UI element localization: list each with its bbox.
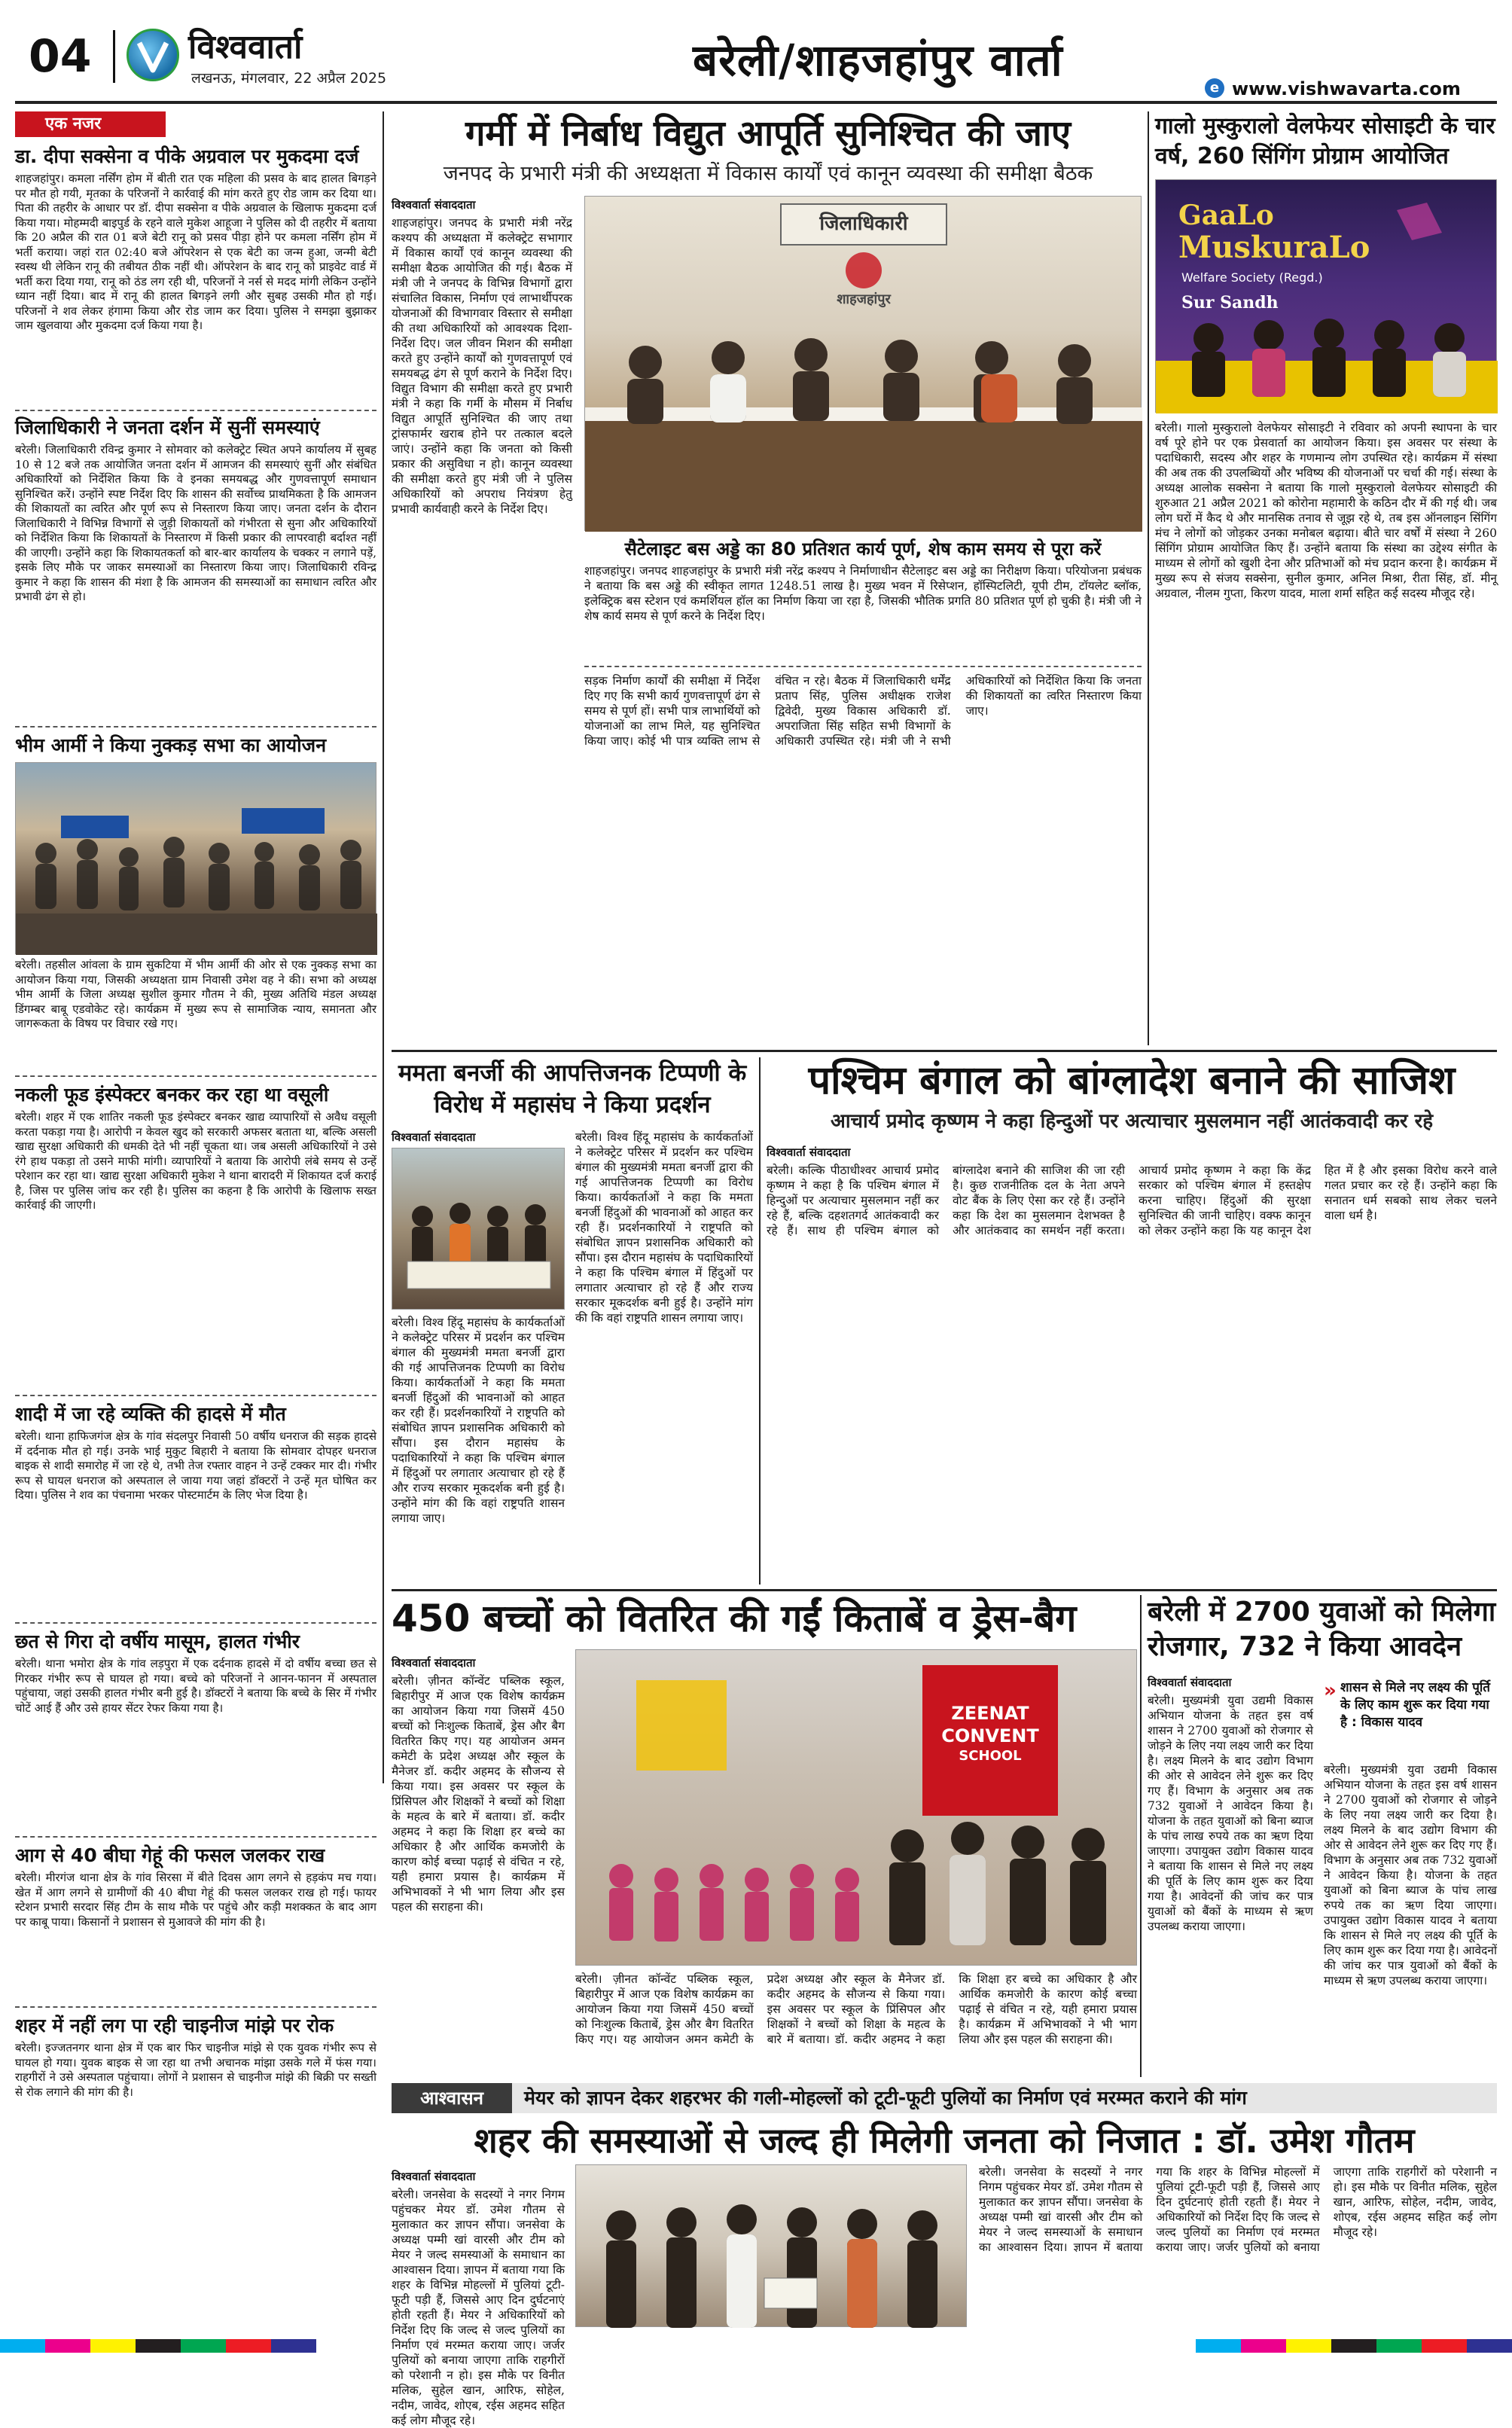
lead-body-continued: सड़क निर्माण कार्यों की समीक्षा में निर्देश दिए गए कि सभी कार्य गुणवत्तापूर्ण ढंग से समय से पूर्ण हों। सभी पात्र लाभार्थियों को योजनाओं का लाभ मिले, यह सुनिश्चित किया जाए। कोई भी पात्र व्यक्ति लाभ से वंचित न रहे। बैठक में जिलाधिकारी धर्मेंद्र प्रताप सिंह, पुलिस अधीक्षक राजेश द्विवेदी, मुख्य विकास अधिकारी डॉ. अपराजिता सिंह सहित सभी विभागों के अधिकारी उपस्थित रहे। मंत्री जी ने सभी अधिकारियों को निर्देशित किया कि जनता की शिकायतों का त्वरित निस्तारण किया जाए। [584, 674, 1142, 748]
news-item-headline: शहर में नहीं लग पा रही चाइनीज मांझे पर रोक [15, 2015, 334, 2036]
news-item-headline: भीम आर्मी ने किया नुक्कड़ सभा का आयोजन [15, 734, 327, 756]
bengal-story [767, 1057, 1497, 1585]
news-item-body: बरेली। मीरगंज थाना क्षेत्र के गांव सिरसा में बीते दिवस आग लगने से हड़कंप मच गया। खेत में आग लगने से ग्रामीणों की 40 बीघा गेहूं की फसल जलकर राख हो गई। फायर स्टेशन प्रभारी सरदार सिंह टीम के साथ मौके पर पहुंचे और कड़ी मशक्कत के बाद आग पर काबू पाया। किसानों ने प्रशासन से मुआवजे की मांग की है। [15, 1871, 376, 1929]
books-body: बरेली। ज़ीनत कॉन्वेंट पब्लिक स्कूल, बिहारीपुर में आज एक विशेष कार्यक्रम का आयोजन किया गया जिसमें 450 बच्चों को निःशुल्क किताबें, ड्रेस और बैग वितरित किए गए। यह आयोजन अमन कमेटी के प्रदेश अध्यक्ष और स्कूल के मैनेजर डॉ. कदीर अहमद के सौजन्य से किया गया। इस अवसर पर स्कूल के प्रिंसिपल और शिक्षकों ने बच्चों को शिक्षा के महत्व के बारे में बताया। डॉ. कदीर अहमद ने कहा कि शिक्षा हर बच्चे का अधिकार है और आर्थिक कमजोरी के कारण कोई बच्चा पढ़ाई से वंचित न रहे, यही हमारा प्रयास है। कार्यक्रम में अभिभावकों ने भी भाग लिया और इस पहल की सराहना की। [392, 1674, 565, 1914]
bengal-headline: पश्चिम बंगाल को बांग्लादेश बनाने की साजिश [808, 1058, 1456, 1103]
color-swatch [1376, 2339, 1422, 2353]
quote-marks-icon: » [1324, 1679, 1337, 1702]
lead-story [392, 111, 1145, 1045]
brand-name: विश्ववार्ता [188, 28, 303, 66]
mayor-story [392, 2119, 1497, 2427]
color-swatch [181, 2339, 226, 2353]
protest-photo [392, 1148, 565, 1310]
color-swatch [136, 2339, 181, 2353]
divider [15, 1836, 376, 1838]
mamta-headline: ममता बनर्जी की आपत्तिजनक टिप्पणी के विरोध में महासंघ ने किया प्रदर्शन [398, 1060, 747, 1118]
page-number: 04 [29, 30, 92, 83]
meeting-photo [584, 196, 1142, 531]
jobs-quote: शासन से मिले नए लक्ष्य की पूर्ति के लिए काम शुरू कर दिया गया है : विकास यादव [1340, 1680, 1490, 1730]
news-item-body: बरेली। शहर में एक शातिर नकली फूड इंस्पेक्टर बनकर खाद्य व्यापारियों से अवैध वसूली करता पकड़ा गया है। आरोपी न केवल खुद को सरकारी अफसर बताता था, बल्कि असली खाद्य सुरक्षा अधिकारी की धमकी देते भी नहीं चूकता था। जब असली अधिकारियों ने उसे रंगे हाथ पकड़ा तो उसने माफी मांगी। व्यापारियों ने बताया कि आरोपी लंबे समय से उन्हें परेशान कर रहा था। खाद्य सुरक्षा अधिकारी मुकेश ने थाना बारादरी में शिकायत दर्ज कराई है, जिस पर पुलिस जांच कर रही है। पुलिस का कहना है कि आरोपी के खिलाफ सख्त कार्रवाई की जाएगी। [15, 1110, 376, 1212]
divider [15, 1395, 376, 1396]
divider [15, 1075, 376, 1077]
bengal-body: बरेली। कल्कि पीठाधीश्वर आचार्य प्रमोद कृष्णम ने कहा है कि पश्चिम बंगाल में हिन्दुओं पर अत्याचार मुसलमान नहीं कर रहे हैं, बल्कि दहशतगर्द आतंकवादी कर रहे हैं। साथ ही पश्चिम बंगाल को बांग्लादेश बनाने की साजिश की जा रही है। कुछ राजनीतिक दल के नेता अपने वोट बैंक के लिए ऐसा कर रहे हैं। उन्होंने कहा कि देश का मुसलमान देशभक्त है और आतंकवाद का समर्थन नहीं करता। आचार्य प्रमोद कृष्णम ने कहा कि केंद्र सरकार को पश्चिम बंगाल में हस्तक्षेप करना चाहिए। हिंदुओं की सुरक्षा सुनिश्चित की जानी चाहिए। वक्फ कानून को लेकर उन्होंने कहा कि यह कानून देश हित में है और इसका विरोध करने वाले गलत प्रचार कर रहे हैं। उन्होंने कहा कि सनातन धर्म सबको साथ लेकर चलने वाला धर्म है। [767, 1164, 1497, 1237]
page-number-divider [113, 30, 115, 83]
school-banner-text: SCHOOL [959, 1748, 1022, 1764]
color-swatch [90, 2339, 136, 2353]
ek-nazar-column [15, 111, 376, 2322]
jobs-body-continued: बरेली। मुख्यमंत्री युवा उद्यमी विकास अभियान योजना के तहत इस वर्ष शासन ने 2700 युवाओं को रोजगार से जोड़ने के लिए नया लक्ष्य जारी कर दिया है। लक्ष्य मिलने के बाद उद्योग विभाग की ओर से आवेदन लेने शुरू कर दिए गए हैं। विभाग के अनुसार अब तक 732 युवाओं ने आवेदन किया है। योजना के तहत युवाओं को बिना ब्याज के पांच लाख रुपये तक का ऋण दिया जाएगा। उपायुक्त उद्योग विकास यादव ने बताया कि शासन से मिले नए लक्ष्य की पूर्ति के लिए काम शुरू कर दिया गया है। आवेदनों की जांच कर पात्र युवाओं को बैंकों के माध्यम से ऋण उपलब्ध कराया जाएगा। [1324, 1763, 1497, 1987]
mamta-byline: विश्ववार्ता संवाददाता [392, 1130, 476, 1144]
column-separator [1148, 111, 1149, 1045]
color-swatch [226, 2339, 271, 2353]
masthead [0, 0, 1512, 99]
column-separator [1140, 1595, 1142, 2077]
brand-logo-icon [127, 29, 179, 81]
lead-headline: गर्मी में निर्बाध विद्युत आपूर्ति सुनिश्चित की जाए [465, 113, 1072, 154]
color-swatch [1241, 2339, 1286, 2353]
photo-banner-text: जिलाधिकारी [819, 212, 908, 235]
mamta-body-continued: बरेली। विश्व हिंदू महासंघ के कार्यकर्ताओं ने कलेक्ट्रेट परिसर में प्रदर्शन कर पश्चिम बंगाल की मुख्यमंत्री ममता बनर्जी द्वारा की गई आपत्तिजनक टिप्पणी का विरोध किया। कार्यकर्ताओं ने कहा कि ममता बनर्जी हिंदुओं की भावनाओं को आहत कर रही हैं। प्रदर्शनकारियों ने राष्ट्रपति को संबोधित ज्ञापन प्रशासनिक अधिकारी को सौंपा। इस दौरान महासंघ के पदाधिकारियों ने कहा कि पश्चिम बंगाल में हिंदुओं पर लगातार अत्याचार हो रहे हैं और राज्य सरकार मूकदर्शक बनी हुई है। उन्होंने मांग की कि वहां राष्ट्रपति शासन लगाया जाए। [575, 1130, 753, 1325]
news-item-body: बरेली। तहसील आंवला के ग्राम सुकटिया में भीम आर्मी की ओर से एक नुक्कड़ सभा का आयोजन किया गया, जिसकी अध्यक्षता ग्राम निवासी उमेश वह ने की। सभा को अध्यक्ष भीम आर्मी के जिला अध्यक्ष सुशील कुमार गौतम ने की, मुख्य अतिथि मंडल अध्यक्ष डिंगम्बर बाबू एडवोकेट रहे। कार्यक्रम में मुख्य रूप से सामाजिक न्याय, समानता और जागरूकता के विषय पर विचार रखे गए। [15, 958, 376, 1030]
mayor-body: बरेली। जनसेवा के सदस्यों ने नगर निगम पहुंचकर मेयर डॉ. उमेश गौतम से मुलाकात कर ज्ञापन सौंपा। जनसेवा के अध्यक्ष पम्मी खां वारसी और टीम को मेयर ने जल्द समस्याओं के समाधान का आश्वासन दिया। ज्ञापन में बताया गया कि शहर के विभिन्न मोहल्लों में पुलियां टूटी-फूटी पड़ी हैं, जिससे आए दिन दुर्घटनाएं होती रहती हैं। मेयर ने अधिकारियों को निर्देश दिए कि जल्द से जल्द पुलियों का निर्माण एवं मरम्मत कराया जाए। जर्जर पुलियों को बनाया जाएगा ताकि राहगीरों को परेशानी न हो। इस मौके पर विनीत मलिक, सुहेल खान, आरिफ, सोहेल, नदीम, जावेद, शोएब, रईस अहमद सहित कई लोग मौजूद रहे। [392, 2188, 565, 2427]
news-item-headline: जिलाधिकारी ने जनता दर्शन में सुनीं समस्याएं [15, 416, 320, 438]
website-icon: e [1205, 78, 1224, 98]
books-body-continued: बरेली। ज़ीनत कॉन्वेंट पब्लिक स्कूल, बिहारीपुर में आज एक विशेष कार्यक्रम का आयोजन किया गया जिसमें 450 बच्चों को निःशुल्क किताबें, ड्रेस और बैग वितरित किए गए। यह आयोजन अमन कमेटी के प्रदेश अध्यक्ष और स्कूल के मैनेजर डॉ. कदीर अहमद के सौजन्य से किया गया। इस अवसर पर स्कूल के प्रिंसिपल और शिक्षकों ने बच्चों को शिक्षा के महत्व के बारे में बताया। डॉ. कदीर अहमद ने कहा कि शिक्षा हर बच्चे का अधिकार है और आर्थिक कमजोरी के कारण कोई बच्चा पढ़ाई से वंचित न रहे, यही हमारा प्रयास है। कार्यक्रम में अभिभावकों ने भी भाग लिया और इस पहल की सराहना की। [575, 1972, 1137, 2046]
jobs-byline: विश्ववार्ता संवाददाता [1148, 1676, 1232, 1689]
dateline: लखनऊ, मंगलवार, 22 अप्रैल 2025 [191, 70, 387, 87]
books-byline: विश्ववार्ता संवाददाता [392, 1656, 476, 1670]
aashwasan-strip [392, 2083, 1497, 2113]
registration-bars [0, 2333, 1512, 2357]
galo-photo [1155, 179, 1497, 413]
galo-story [1155, 111, 1497, 1045]
jobs-story [1148, 1595, 1497, 2077]
mayor-headline: शहर की समस्याओं से जल्द ही मिलेगी जनता को निजात : डॉ. उमेश गौतम [474, 2120, 1415, 2161]
books-headline: 450 बच्चों को वितरित की गईं किताबें व ड्रेस-बैग [392, 1597, 1077, 1640]
bengal-byline: विश्ववार्ता संवाददाता [767, 1145, 851, 1159]
color-swatch [1331, 2339, 1376, 2353]
news-item-headline: नकली फूड इंस्पेक्टर बनकर कर रहा था वसूली [15, 1084, 329, 1106]
photo-banner-subtext: शाहजहांपुर [837, 291, 891, 307]
color-swatch [1422, 2339, 1467, 2353]
section-title: बरेली/शाहजहांपुर वार्ता [693, 35, 1063, 86]
galo-photo-subtitle: Sur Sandh [1181, 293, 1279, 313]
satellite-headline: सैटेलाइट बस अड्डे का 80 प्रतिशत कार्य पूर्ण, शेष काम समय से पूरा करें [624, 538, 1102, 560]
satellite-body: शाहजहांपुर। जनपद शाहजहांपुर के प्रभारी मंत्री नरेंद्र कश्यप ने निर्माणाधीन सैटेलाइट बस अड्डे का निरीक्षण किया। परियोजना प्रबंधक ने बताया कि बस अड्डे की स्वीकृत लागत 1248.51 लाख है। मुख्य भवन में रिसेप्शन, हॉस्पिटलिटी, यूपी टीम, टॉयलेट ब्लॉक, इलेक्ट्रिक बस स्टेशन एवं कमर्शियल हॉल का निर्माण किया जा रहा है, जिसकी भौतिक प्रगति 80 प्रतिशत पूर्ण हो चुकी है। मंत्री जी ने शेष कार्य समय से पूर्ण करने के निर्देश दिए। [584, 564, 1142, 623]
mamta-body: बरेली। विश्व हिंदू महासंघ के कार्यकर्ताओं ने कलेक्ट्रेट परिसर में प्रदर्शन कर पश्चिम बंगाल की मुख्यमंत्री ममता बनर्जी द्वारा की गई आपत्तिजनक टिप्पणी का विरोध किया। कार्यकर्ताओं ने कहा कि ममता बनर्जी हिंदुओं की भावनाओं को आहत कर रही हैं। प्रदर्शनकारियों ने राष्ट्रपति को संबोधित ज्ञापन प्रशासनिक अधिकारी को सौंपा। इस दौरान महासंघ के पदाधिकारियों ने कहा कि पश्चिम बंगाल में हिंदुओं पर लगातार अत्याचार हो रहे हैं और राज्य सरकार मूकदर्शक बनी हुई है। उन्होंने मांग की कि वहां राष्ट्रपति शासन लगाया जाए। [392, 1316, 565, 1525]
galo-body: बरेली। गालो मुस्कुरालो वेलफेयर सोसाइटी ने रविवार को अपनी स्थापना के चार वर्ष पूरे होने पर एक प्रेसवार्ता का आयोजन किया। इस अवसर पर संस्था के पदाधिकारी, सदस्य और शहर के गणमान्य लोग उपस्थित रहे। कार्यक्रम में संस्था की अब तक की उपलब्धियों और भविष्य की योजनाओं पर चर्चा की गई। संस्था के अध्यक्ष आलोक सक्सेना ने बताया कि गालो मुस्कुरालो वेलफेयर सोसाइटी की शुरुआत 21 अप्रैल 2021 को कोरोना महामारी के कठिन दौर में की गई थी। जब लोग घरों में कैद थे और मानसिक तनाव से जूझ रहे थे, तब इस ऑनलाइन सिंगिंग मंच ने लोगों को जोड़कर उनका मनोबल बढ़ाया। बीते चार वर्षों में संस्था ने 260 सिंगिंग प्रोग्राम आयोजित किए हैं। उन्होंने बताया कि संस्था का उद्देश्य संगीत के माध्यम से लोगों को खुशी देना और प्रतिभाओं को मंच प्रदान करना है। कार्यक्रम में मुख्य रूप से संजय सक्सेना, सुनील कुमार, अनिल मिश्रा, रीता सिंह, डॉ. मीनू अग्रवाल, नीलम गुप्ता, किरण यादव, माला शर्मा सहित कई सदस्य मौजूद रहे। [1155, 421, 1497, 600]
news-item-headline: आग से 40 बीघा गेहूं की फसल जलकर राख [15, 1844, 325, 1866]
news-item-body: बरेली। जिलाधिकारी रविन्द्र कुमार ने सोमवार को कलेक्ट्रेट स्थित अपने कार्यालय में सुबह 10 से 12 बजे तक आयोजित जनता दर्शन में आमजन की समस्याएं सुनीं और संबंधित अधिकारियों को निर्देशित किया कि वे इनका समयबद्ध और गुणवत्तापूर्ण समाधान सुनिश्चित करें। उन्होंने स्पष्ट निर्देश दिए कि शासन की सर्वोच्च प्राथमिकता है कि आमजन की शिकायतों का त्वरित और पूर्ण रूप से निस्तारण किया जाए। जनता दर्शन के दौरान जिलाधिकारी ने विभिन्न विभागों से जुड़ी शिकायतों को गंभीरता से सुना और अधिकारियों को निर्देशित किया कि शिकायतों के निस्तारण में किसी प्रकार की लापरवाही बर्दाश्त नहीं की जाएगी। उन्होंने कहा कि शिकायतकर्ता को बार-बार कार्यालय के चक्कर न लगाने पड़ें, इसके लिए मौके पर जाकर समस्याओं का निस्तारण किया जाए। जिलाधिकारी रविन्द्र कुमार ने कहा कि शासन की मंशा है कि आमजन की समस्याओं का समाधान त्वरित और प्रभावी ढंग से हो। [15, 443, 376, 603]
divider [15, 2006, 376, 2008]
jobs-body: बरेली। मुख्यमंत्री युवा उद्यमी विकास अभियान योजना के तहत इस वर्ष शासन ने 2700 युवाओं को रोजगार से जोड़ने के लिए नया लक्ष्य जारी कर दिया है। लक्ष्य मिलने के बाद उद्योग विभाग की ओर से आवेदन लेने शुरू कर दिए गए हैं। विभाग के अनुसार अब तक 732 युवाओं ने आवेदन किया है। योजना के तहत युवाओं को बिना ब्याज के पांच लाख रुपये तक का ऋण दिया जाएगा। उपायुक्त उद्योग विकास यादव ने बताया कि शासन से मिले नए लक्ष्य की पूर्ति के लिए काम शुरू कर दिया गया है। आवेदनों की जांच कर पात्र युवाओं को बैंकों के माध्यम से ऋण उपलब्ध कराया जाएगा। [1148, 1694, 1313, 1933]
aashwasan-headline: मेयर को ज्ञापन देकर शहरभर की गली-मोहल्लों को टूटी-फूटी पुलियों का निर्माण एवं मरम्मत कराने की मांग [524, 2087, 1247, 2109]
news-item-headline: शादी में जा रहे व्यक्ति की हादसे में मौत [15, 1403, 286, 1425]
color-swatch [271, 2339, 316, 2353]
bengal-subheadline: आचार्य प्रमोद कृष्णम ने कहा हिन्दुओं पर अत्याचार मुसलमान नहीं आतंकवादी कर रहे [830, 1110, 1434, 1133]
color-swatch [45, 2339, 90, 2353]
news-item-headline: डा. दीपा सक्सेना व पीके अग्रवाल पर मुकदमा दर्ज [15, 145, 359, 167]
divider [15, 726, 376, 727]
news-item-headline: छत से गिरा दो वर्षीय मासूम, हालत गंभीर [15, 1630, 300, 1652]
color-swatch [1196, 2339, 1241, 2353]
galo-photo-title: MuskuraLo [1178, 230, 1370, 265]
divider [15, 1622, 376, 1624]
aashwasan-tag: आश्वासन [392, 2083, 512, 2113]
color-swatch [1467, 2339, 1512, 2353]
website-url[interactable]: www.vishwavarta.com [1232, 78, 1461, 99]
mayor-body-continued: बरेली। जनसेवा के सदस्यों ने नगर निगम पहुंचकर मेयर डॉ. उमेश गौतम से मुलाकात कर ज्ञापन सौंपा। जनसेवा के अध्यक्ष पम्मी खां वारसी और टीम को मेयर ने जल्द समस्याओं के समाधान का आश्वासन दिया। ज्ञापन में बताया गया कि शहर के विभिन्न मोहल्लों में पुलियां टूटी-फूटी पड़ी हैं, जिससे आए दिन दुर्घटनाएं होती रहती हैं। मेयर ने अधिकारियों को निर्देश दिए कि जल्द से जल्द पुलियों का निर्माण एवं मरम्मत कराया जाए। जर्जर पुलियों को बनाया जाएगा ताकि राहगीरों को परेशानी न हो। इस मौके पर विनीत मलिक, सुहेल खान, आरिफ, सोहेल, नदीम, जावेद, शोएब, रईस अहमद सहित कई लोग मौजूद रहे। [979, 2165, 1497, 2254]
color-swatch [1286, 2339, 1331, 2353]
mayor-byline: विश्ववार्ता संवाददाता [392, 2170, 476, 2183]
section-rule [392, 1050, 1497, 1052]
divider [584, 666, 1142, 667]
galo-headline: गालो मुस्कुरालो वेलफेयर सोसाइटी के चार वर्ष, 260 सिंगिंग प्रोग्राम आयोजित [1155, 113, 1495, 169]
news-item-body: शाहजहांपुर। कमला नर्सिंग होम में बीती रात एक महिला की प्रसव के बाद हालत बिगड़ने पर मौत हो गयी, मृतका के परिजनों ने कार्रवाई की मांग करते हुए रोड जाम कर दिया था। पिता की तहरीर के आधार पर डॉ. दीपा सक्सेना व पीके अग्रवाल के खिलाफ मुकदमा दर्ज किया गया। मोहम्मदी बाइपुर्ड के रहने वाले मुकेश आहूजा ने पुलिस को दी तहरीर में बताया कि 20 अप्रैल की रात 01 बजे बेटी रानू को प्रसव पीड़ा होने पर कमला नर्सिंग होम में भर्ती कराया। जहां रात 02:40 बजे ऑपरेशन से एक बेटी का जन्म हुआ, जन्मी बेटी स्वस्थ थी लेकिन रानू की तबीयत ठीक नहीं थी। ऑपरेशन के बाद रानू को प्राइवेट वार्ड में भर्ती करा दिया गया, रानू को ठंड लग रही थी, परिजनों ने नर्स से मदद मांगी लेकिन उन्होंने ध्यान नहीं दिया। बाद में रानू की हालत बिगड़ने लगी और सुबह उसकी मौत हो गई। परिजनों ने शव लेकर हंगामा किया और रोड जाम कर दिया। पुलिस ने समझा बुझाकर जाम खुलवाया और मुकदमा दर्ज किया गया है। [15, 172, 376, 332]
column-separator [383, 111, 384, 1783]
news-item-body: बरेली। थाना भमोरा क्षेत्र के गांव लड़पुरा में एक दर्दनाक हादसे में दो वर्षीय बच्चा छत से गिरकर गंभीर रूप से घायल हो गया। बच्चे को परिजनों ने आनन-फानन में अस्पताल पहुंचाया, जहां उसकी हालत गंभीर बनी हुई है। डॉक्टरों ने बताया कि बच्चे के सिर में गंभीर चोटें आई हैं और उसे हायर सेंटर रेफर किया गया है। [15, 1657, 376, 1715]
books-story [392, 1595, 1137, 2077]
color-swatch [0, 2339, 45, 2353]
school-banner-text: ZEENAT [951, 1703, 1029, 1724]
lead-subheadline: जनपद के प्रभारी मंत्री की अध्यक्षता में विकास कार्यों एवं कानून व्यवस्था की समीक्षा बैठक [443, 162, 1093, 185]
divider [15, 410, 376, 411]
masthead-rule [15, 101, 1497, 104]
column-separator [759, 1057, 761, 1585]
lead-byline: विश्ववार्ता संवाददाता [392, 198, 476, 212]
jobs-headline: बरेली में 2700 युवाओं को मिलेगा रोजगार, 732 ने किया आवदेन [1148, 1597, 1496, 1662]
school-photo [575, 1649, 1137, 1966]
mamta-story [392, 1057, 753, 1585]
news-item-body: बरेली। इज्जतनगर थाना क्षेत्र में एक बार फिर चाइनीज मांझे से एक युवक गंभीर रूप से घायल हो गया। युवक बाइक से जा रहा था तभी अचानक मांझा उसके गले में फंस गया। राहगीरों ने उसे अस्पताल पहुंचाया। लोगों ने प्रशासन से चाइनीज मांझे की बिक्री पर सख्ती से रोक लगाने की मांग की है। [15, 2041, 376, 2099]
news-item-body: बरेली। थाना हाफिजगंज क्षेत्र के गांव संदलपुर निवासी 50 वर्षीय धनराज की सड़क हादसे में दर्दनाक मौत हो गई। उनके भाई मुकुट बिहारी ने बताया कि सोमवार दोपहर धनराज बाइक से शादी समारोह में जा रहे थे, तभी तेज रफ्तार वाहन ने उन्हें टक्कर मार दी। गंभीर रूप से घायल धनराज को अस्पताल ले जाया गया जहां डॉक्टरों ने उन्हें मृत घोषित कर दिया। पुलिस ने शव का पंचनामा भरकर पोस्टमार्टम के लिए भेज दिया है। [15, 1429, 376, 1502]
rally-photo [15, 762, 376, 954]
school-banner-text: CONVENT [941, 1725, 1039, 1746]
lead-body: शाहजहांपुर। जनपद के प्रभारी मंत्री नरेंद्र कश्यप की अध्यक्षता में कलेक्ट्रेट सभागार में विकास कार्यों एवं कानून व्यवस्था की समीक्षा बैठक आयोजित की गई। बैठक में मंत्री जी ने जनपद के विभिन्न विभागों द्वारा संचालित विकास, निर्माण एवं लाभार्थीपरक योजनाओं की विभागवार विस्तार से समीक्षा की तथा अधिकारियों को आवश्यक दिशा-निर्देश दिए। जल जीवन मिशन की समीक्षा करते हुए उन्होंने कार्यों को गुणवत्तापूर्ण एवं समयबद्ध ढंग से पूर्ण कराने के निर्देश दिए। विद्युत विभाग की समीक्षा करते हुए प्रभारी मंत्री ने कहा कि गर्मी के मौसम में निर्बाध विद्युत आपूर्ति सुनिश्चित की जाए तथा ट्रांसफार्मर खराब होने पर तत्काल बदले जाएं। उन्होंने कहा कि जनता को किसी प्रकार की असुविधा न हो। कानून व्यवस्था की समीक्षा करते हुए मंत्री जी ने पुलिस अधिकारियों को अपराध नियंत्रण हेतु प्रभावी कार्यवाही करने के निर्देश दिए। [392, 216, 572, 516]
section-rule [392, 1589, 1497, 1591]
mayor-photo [575, 2164, 967, 2327]
galo-photo-subtitle: Welfare Society (Regd.) [1181, 270, 1323, 285]
galo-photo-title: GaaLo [1178, 200, 1274, 231]
ek-nazar-label: एक नजर [15, 111, 166, 137]
